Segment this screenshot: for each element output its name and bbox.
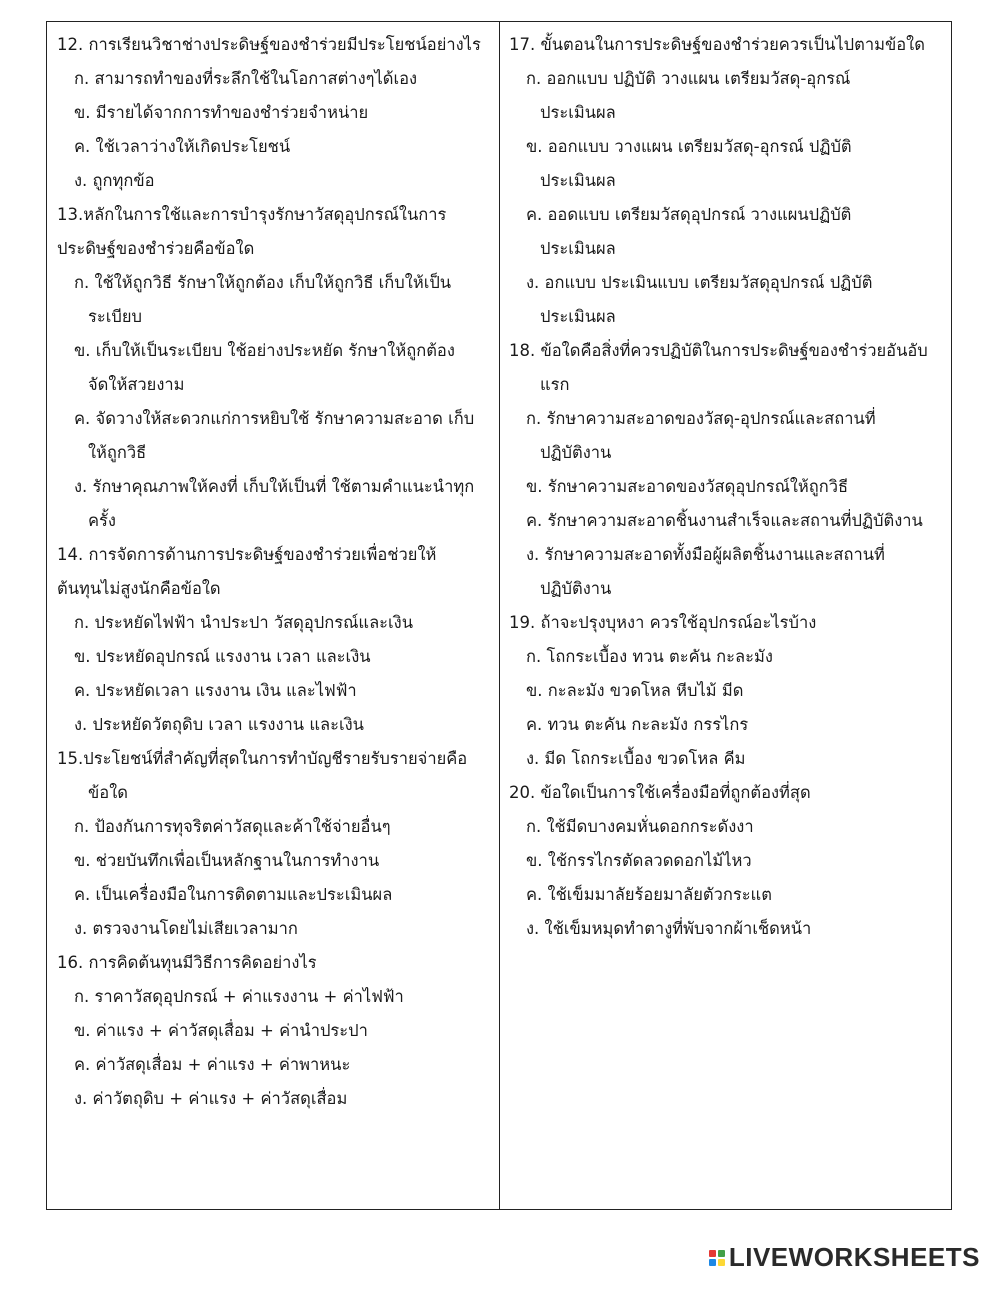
question-14-option-a: ก. ประหยัดไฟฟ้า นำประปา วัสดุอุปกรณ์และเงิน [74, 613, 414, 632]
question-19-option-b: ข. กะละมัง ขวดโหล หีบไม้ มีด [526, 681, 744, 700]
logo-square-green [718, 1250, 725, 1257]
question-17-option-a-cont: ประเมินผล [540, 103, 616, 122]
question-15-title: 15.ประโยชน์ที่สำคัญที่สุดในการทำบัญชีรายรับรายจ่ายคือ [57, 749, 468, 768]
question-13-option-a-cont: ระเบียบ [88, 307, 142, 326]
question-19-option-d: ง. มีด โถกระเบื้อง ขวดโหล คีม [526, 749, 746, 768]
question-16-option-a: ก. ราคาวัสดุอุปกรณ์ + ค่าแรงงาน + ค่าไฟฟ้า [74, 987, 404, 1006]
left-column [47, 22, 500, 1209]
question-20-option-b: ข. ใช้กรรไกรตัดลวดดอกไม้ไหว [526, 851, 752, 870]
question-19-option-a: ก. โถกระเบื้อง ทวน ตะคัน กะละมัง [526, 647, 773, 666]
liveworksheets-logo-text: LIVEWORKSHEETS [728, 1242, 980, 1272]
question-13-title-cont: ประดิษฐ์ของชำร่วยคือข้อใด [57, 239, 255, 258]
question-20-option-d: ง. ใช้เข็มหมุดทำตางูที่พับจากผ้าเช็ดหน้า [526, 919, 812, 938]
question-13-option-b: ข. เก็บให้เป็นระเบียบ ใช้อย่างประหยัด รักษาให้ถูกต้อง [74, 341, 455, 360]
question-17-option-b: ข. ออกแบบ วางแผน เตรียมวัสดุ-อุกรณ์ ปฏิบัติ [526, 137, 852, 156]
question-18-option-a-cont: ปฏิบัติงาน [540, 443, 612, 462]
question-12-option-b: ข. มีรายได้จากการทำของชำร่วยจำหน่าย [74, 103, 369, 122]
question-15-option-d: ง. ตรวจงานโดยไม่เสียเวลามาก [74, 919, 298, 938]
question-18-option-d: ง. รักษาความสะอาดทั้งมือผู้ผลิตชิ้นงานและสถานที่ [526, 545, 885, 564]
question-12-option-c: ค. ใช้เวลาว่างให้เกิดประโยชน์ [74, 137, 291, 156]
question-17-option-d: ง. อกแบบ ประเมินแบบ เตรียมวัสดุอุปกรณ์ ปฏิบัติ [526, 273, 873, 292]
liveworksheets-logo-icon [709, 1250, 725, 1266]
question-14-option-b: ข. ประหยัดอุปกรณ์ แรงงาน เวลา และเงิน [74, 647, 371, 666]
question-15-option-c: ค. เป็นเครื่องมือในการติดตามและประเมินผล [74, 885, 393, 904]
question-13-title: 13.หลักในการใช้และการบำรุงรักษาวัสดุอุปกรณ์ในการ [57, 205, 447, 224]
question-13-option-c-cont: ให้ถูกวิธี [88, 443, 147, 462]
question-13-option-a: ก. ใช้ให้ถูกวิธี รักษาให้ถูกต้อง เก็บให้ถูกวิธี เก็บให้เป็น [74, 273, 452, 292]
question-20-option-c: ค. ใช้เข็มมาลัยร้อยมาลัยตัวกระแต [526, 885, 772, 904]
question-14-option-c: ค. ประหยัดเวลา แรงงาน เงิน และไฟฟ้า [74, 681, 357, 700]
right-column [500, 22, 951, 1209]
question-12-option-a: ก. สามารถทำของที่ระลึกใช้ในโอกาสต่างๆได้เอง [74, 69, 418, 88]
question-13-option-d: ง. รักษาคุณภาพให้คงที่ เก็บให้เป็นที่ ใช้ตามคำแนะนำทุก [74, 477, 475, 496]
question-18-option-a: ก. รักษาความสะอาดของวัสดุ-อุปกรณ์และสถานที่ [526, 409, 876, 428]
question-14-option-d: ง. ประหยัดวัตถุดิบ เวลา แรงงาน และเงิน [74, 715, 364, 734]
worksheet-table [46, 21, 952, 1210]
question-17-option-b-cont: ประเมินผล [540, 171, 616, 190]
liveworksheets-logo[interactable] [709, 1242, 980, 1273]
question-20-title: 20. ข้อใดเป็นการใช้เครื่องมือที่ถูกต้องที่สุด [509, 783, 811, 802]
question-13-option-c: ค. จัดวางให้สะดวกแก่การหยิบใช้ รักษาความสะอาด เก็บ [74, 409, 475, 428]
question-18-option-b: ข. รักษาความสะอาดของวัสดุอุปกรณ์ให้ถูกวิธี [526, 477, 849, 496]
question-14-title: 14. การจัดการด้านการประดิษฐ์ของชำร่วยเพื่อช่วยให้ [57, 545, 437, 564]
question-17-title: 17. ขั้นตอนในการประดิษฐ์ของชำร่วยควรเป็นไปตามข้อใด [509, 35, 925, 54]
question-13-option-d-cont: ครั้ง [88, 511, 116, 530]
question-16-title: 16. การคิดต้นทุนมีวิธีการคิดอย่างไร [57, 953, 317, 972]
question-15-title-cont: ข้อใด [88, 783, 128, 802]
question-12-option-d: ง. ถูกทุกข้อ [74, 171, 155, 190]
question-19-option-c: ค. ทวน ตะคัน กะละมัง กรรไกร [526, 715, 749, 734]
question-17-option-d-cont: ประเมินผล [540, 307, 616, 326]
logo-square-red [709, 1250, 716, 1257]
logo-square-yellow [718, 1259, 725, 1266]
question-15-option-a: ก. ป้องกันการทุจริตค่าวัสดุและค้าใช้จ่ายอื่นๆ [74, 817, 391, 836]
question-15-option-b: ข. ช่วยบันทึกเพื่อเป็นหลักฐานในการทำงาน [74, 851, 380, 870]
question-18-title: 18. ข้อใดคือสิ่งที่ควรปฏิบัติในการประดิษฐ์ของชำร่วยอันอับ [509, 341, 928, 360]
question-16-option-c: ค. ค่าวัสดุเสื่อม + ค่าแรง + ค่าพาหนะ [74, 1055, 351, 1074]
question-16-option-d: ง. ค่าวัตถุดิบ + ค่าแรง + ค่าวัสดุเสื่อม [74, 1089, 348, 1108]
question-14-title-cont: ต้นทุนไม่สูงนักคือข้อใด [57, 579, 221, 598]
question-16-option-b: ข. ค่าแรง + ค่าวัสดุเสื่อม + ค่านำประปา [74, 1021, 368, 1040]
question-12-title: 12. การเรียนวิชาช่างประดิษฐ์ของชำร่วยมีประโยชน์อย่างไร [57, 35, 481, 54]
question-18-option-c: ค. รักษาความสะอาดชิ้นงานสำเร็จและสถานที่ปฏิบัติงาน [526, 511, 923, 530]
question-19-title: 19. ถ้าจะปรุงบุหงา ควรใช้อุปกรณ์อะไรบ้าง [509, 613, 817, 632]
logo-square-blue [709, 1259, 716, 1266]
question-18-option-d-cont: ปฏิบัติงาน [540, 579, 612, 598]
question-13-option-b-cont: จัดให้สวยงาม [88, 375, 185, 394]
question-17-option-c: ค. ออดแบบ เตรียมวัสดุอุปกรณ์ วางแผนปฏิบัติ [526, 205, 852, 224]
question-18-title-cont: แรก [540, 375, 570, 394]
question-17-option-a: ก. ออกแบบ ปฏิบัติ วางแผน เตรียมวัสดุ-อุกรณ์ [526, 69, 851, 88]
question-20-option-a: ก. ใช้มีดบางคมหั่นดอกกระดังงา [526, 817, 754, 836]
question-17-option-c-cont: ประเมินผล [540, 239, 616, 258]
